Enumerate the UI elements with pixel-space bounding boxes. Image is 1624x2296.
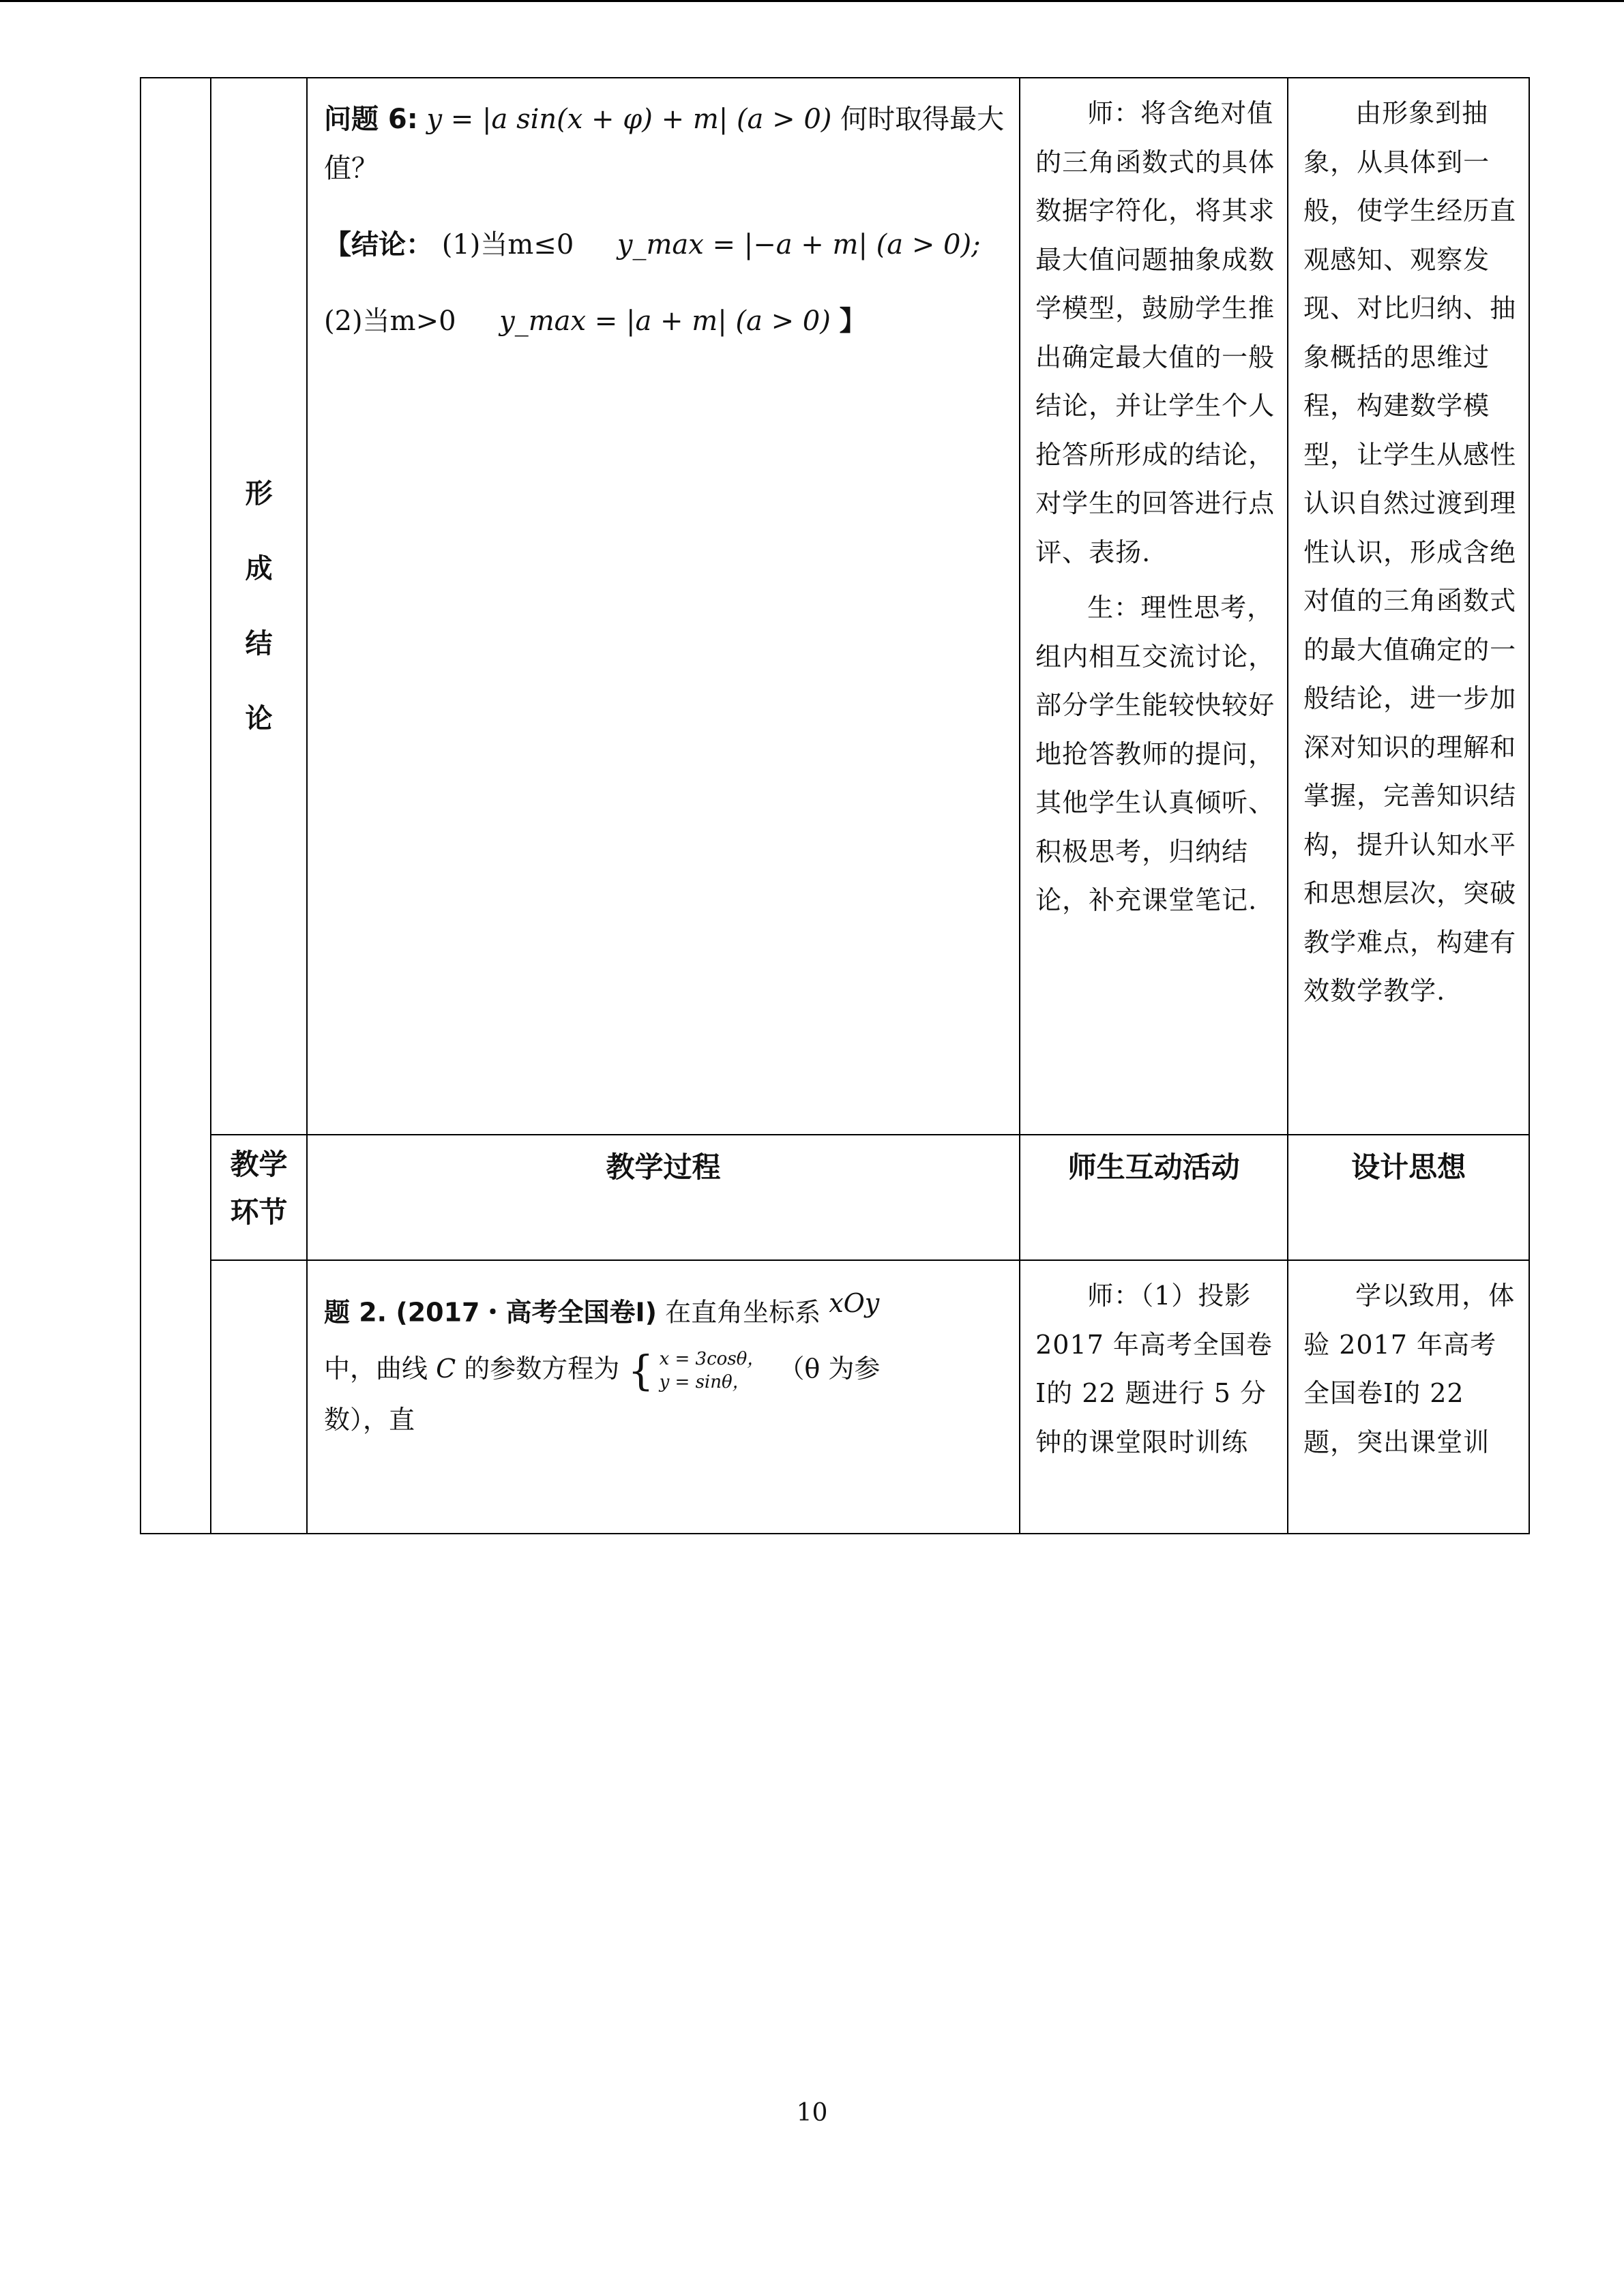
problem2-text1: 在直角坐标系	[665, 1297, 821, 1328]
problem2-title: 题 2. (2017・高考全国卷Ⅰ)	[324, 1297, 657, 1328]
design-thought-2: 学以致用，体验 2017 年高考全国卷Ⅰ的 22 题，突出课堂训	[1303, 1281, 1516, 1457]
parametric-equations	[660, 1347, 765, 1394]
table-row-conclusion	[141, 78, 1529, 1135]
case1-condition: (1)当m≤0	[441, 229, 574, 260]
coord-system: xOy	[829, 1288, 880, 1318]
problem2-cell	[307, 1260, 1020, 1534]
interaction-cell	[1020, 78, 1288, 1135]
problem2-text2: 中，曲线	[324, 1353, 428, 1384]
student-activity: 生：理性思考，组内相互交流讨论，部分学生能较快较好地抢答教师的提问，其他学生认真倾听、积极思考，归纳结论，补充课堂笔记.	[1035, 593, 1275, 915]
curve-name: C	[436, 1353, 456, 1384]
teacher-activity-2: 师：（1）投影 2017 年高考全国卷Ⅰ的 22 题进行 5 分钟的课堂限时训练	[1035, 1281, 1273, 1457]
header-design: 设计思想	[1288, 1135, 1529, 1260]
problem2-text4: （θ 为参	[778, 1353, 881, 1384]
conclusion-case2	[324, 297, 1004, 346]
param-eq-x: x = 3cosθ，	[659, 1349, 765, 1370]
problem2-text5: 数），直	[324, 1405, 415, 1435]
stage-label-cell	[211, 78, 307, 1135]
page-number: 10	[796, 2099, 828, 2127]
problem6-question	[324, 95, 1004, 144]
lesson-plan-table	[140, 77, 1530, 1534]
page-top-border	[0, 0, 1624, 2]
case2-condition: (2)当m>0	[324, 305, 456, 337]
teacher-activity: 师：将含绝对值的三角函数式的具体数据字符化，将其求最大值问题抽象成数学模型，鼓励学生推出确定最大值的一般结论，并让学生个人抢答所形成的结论，对学生的回答进行点评、表扬.	[1035, 98, 1275, 567]
header-process: 教学过程	[307, 1135, 1020, 1260]
table-row-problem2	[141, 1260, 1529, 1534]
stage-char: 形	[245, 478, 273, 509]
header-stage-line2: 环节	[230, 1195, 288, 1229]
stage-char: 成	[245, 553, 273, 584]
design2-cell	[1288, 1260, 1529, 1534]
problem6-title: 问题 6:	[324, 104, 418, 135]
stage-label-cell-empty	[211, 1260, 307, 1534]
problem2-line1	[324, 1279, 1005, 1337]
header-stage	[211, 1135, 307, 1260]
case1-formula: y_max = |−a + m| (a > 0);	[617, 229, 981, 260]
stage-char: 结	[245, 628, 273, 659]
problem6-cell	[307, 78, 1020, 1135]
conclusion-case1	[324, 220, 1004, 269]
problem2-line2: 中，曲线 C 的参数方程为 { x = 3cosθ， y = sinθ， （θ 为参	[324, 1347, 881, 1395]
conclusion-close: 】	[839, 305, 867, 337]
problem2-text3: 的参数方程为	[464, 1353, 620, 1384]
header-interaction: 师生互动活动	[1020, 1135, 1288, 1260]
design-cell	[1288, 78, 1529, 1135]
problem6-text: 何时取得最大	[840, 104, 1005, 135]
case2-formula: y_max = |a + m| (a > 0)	[499, 305, 831, 337]
conclusion-open: 【结论：	[324, 229, 433, 260]
design-thought: 由形象到抽象，从具体到一般，使学生经历直观感知、观察发现、对比归纳、抽象概括的思维过程，构建数学模型，让学生从感性认识自然过渡到理性认识，形成含绝对值的三角函数式的最大值确定的一般结论，进一步加深对知识的理解和掌握，完善知识结构，提升认知水平和思想层次，突破教学难点，构建有效数学教学.	[1303, 98, 1517, 1006]
table-header-row	[141, 1135, 1529, 1260]
header-stage-line1: 教学	[230, 1148, 288, 1181]
problem6-formula: y = |a sin(x + φ) + m| (a > 0)	[426, 104, 832, 135]
problem6-text-line2: 值？	[324, 153, 379, 184]
stage-char: 论	[245, 703, 273, 734]
param-eq-y: y = sinθ，	[659, 1372, 750, 1393]
blank-left-column	[141, 78, 211, 1534]
interaction2-cell	[1020, 1260, 1288, 1534]
